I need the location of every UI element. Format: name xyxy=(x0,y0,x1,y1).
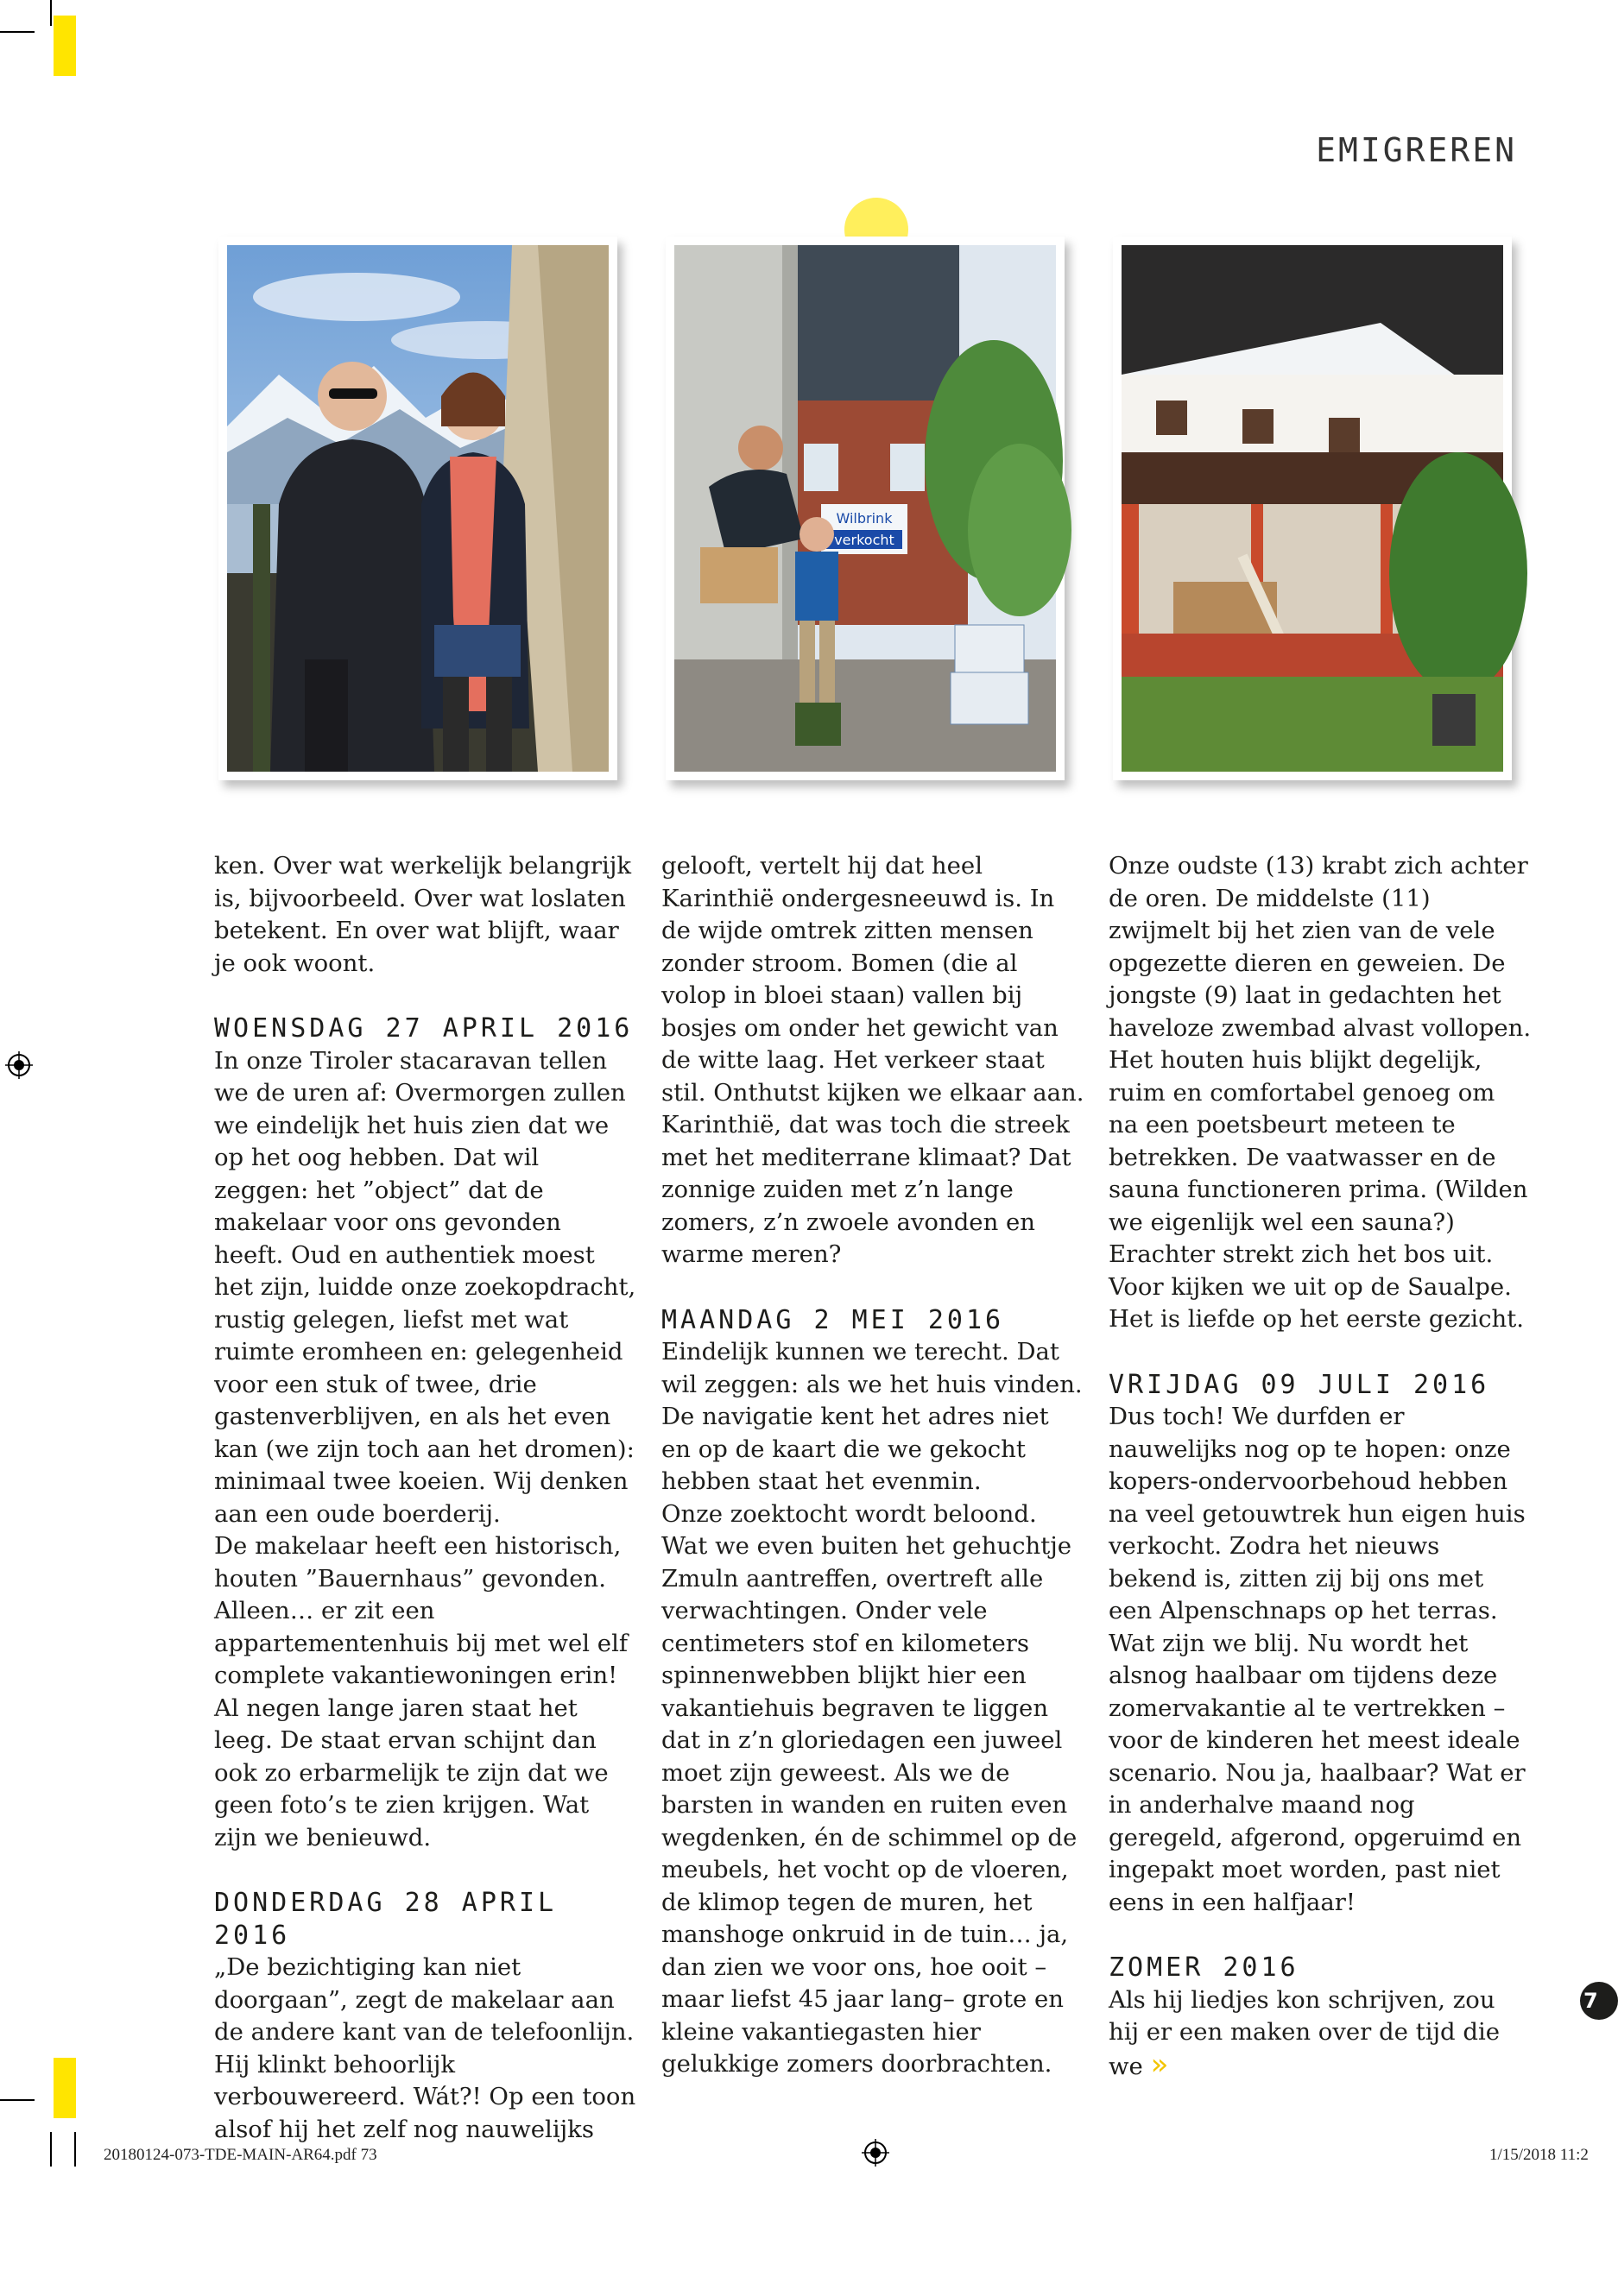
photo-chalet xyxy=(1113,237,1512,780)
date-heading: VRIJDAG 09 JULI 2016 xyxy=(1109,1369,1490,1400)
paragraph: Het houten huis blijkt degelijk, ruim en comfortabel genoeg om na een poetsbeurt meteen te betrekken. De vaatwasser en de sauna functioneren prima. (Wilden we eigenlijk wel een sauna?) Erachter strekt zich het bos uit. Voor kijken we uit op de Saualpe. Het is liefde op het eerste gezicht. xyxy=(1109,1046,1528,1333)
chalet-illustration xyxy=(1122,245,1503,772)
page-number-badge: 7 xyxy=(1580,1982,1618,2020)
registration-bar-bottom xyxy=(54,2058,76,2118)
registration-bar-top xyxy=(54,16,76,76)
crop-mark-tl-v xyxy=(50,0,52,26)
paragraph: Eindelijk kunnen we terecht. Dat wil zeggen: als we het huis vinden. De navigatie kent het adres niet en op de kaart die we gekocht hebben staat het evenmin. xyxy=(661,1338,1083,1495)
continue-chevron-icon: » xyxy=(1150,2047,1164,2082)
text-column-2 xyxy=(661,850,1084,2081)
paragraph-last xyxy=(1109,1984,1532,2084)
paragraph-text: Als hij liedjes kon schrijven, zou hij er een maken over de tijd die we xyxy=(1109,1985,1501,2080)
date-heading: WOENSDAG 27 APRIL 2016 xyxy=(214,1013,634,1044)
registration-mark-left-icon xyxy=(5,1051,33,1079)
paragraph: „De bezichtiging kan niet doorgaan”, zegt de makelaar aan de andere kant van de telefoonlijn. Hij klinkt behoorlijk verbouwereerd. Wát?! Op een toon alsof hij het zelf nog nauwelijks xyxy=(214,1953,636,2143)
sign-text-line1: Wilbrink xyxy=(836,510,893,527)
date-heading: DONDERDAG 28 APRIL 2016 xyxy=(214,1888,558,1951)
section-title: EMIGREREN xyxy=(1316,131,1517,169)
photo-moving xyxy=(666,237,1065,780)
sign-text-line2: verkocht xyxy=(834,532,894,548)
footer-date: 1/15/2018 11:2 xyxy=(1489,2146,1589,2164)
paragraph: Onze zoektocht wordt beloond. Wat we even buiten het gehuchtje Zmuln aantreffen, overtreft alle verwachtingen. Onder vele centimeters stof en kilometers spinnenwebben blijkt hier een vakantiehuis begraven te liggen dat in z’n gloriedagen een juweel moet zijn geweest. Als we de barsten in wanden en ruiten even wegdenken, én de schimmel op de meubels, het vocht op de vloeren, de klimop tegen de muren, het manshoge onkruid in de tuin… ja, dan zien we voor ons, hoe ooit –maar liefst 45 jaar lang– grote en kleine vakantiegasten hier gelukkige zomers doorbrachten. xyxy=(661,1499,1078,2078)
text-column-3 xyxy=(1109,850,1532,2083)
date-heading: MAANDAG 2 MEI 2016 xyxy=(661,1304,1005,1335)
paragraph: Dus toch! We durfden er nauwelijks nog op te hopen: onze kopers-ondervoorbehoud hebben na veel getouwtrek hun eigen huis verkocht. Zodra het nieuws bekend is, zitten zij bij ons met een Alpenschnaps op het terras. Wat zijn we blij. Nu wordt het alsnog haalbaar om tijdens deze zomervakantie al te vertrekken – voor de kinderen het meest ideale scenario. Nou ja, haalbaar? Wat er in anderhalve maand nog geregeld, afgerond, opgeruimd en ingepakt moet worden, past niet eens in een halfjaar! xyxy=(1109,1403,1526,1916)
crop-mark-bl-v2 xyxy=(74,2132,76,2167)
registration-mark-bottom-icon xyxy=(862,2139,889,2167)
couple-illustration xyxy=(227,245,609,772)
crop-mark-tl-h xyxy=(0,31,35,33)
crop-mark-bl-v xyxy=(50,2132,52,2167)
date-heading: ZOMER 2016 xyxy=(1109,1952,1299,1983)
paragraph: gelooft, vertelt hij dat heel Karinthië ondergesneeuwd is. In de wijde omtrek zitten mensen zonder stroom. Bomen (die al volop in bloei staan) vallen bij bosjes om onder het gewicht van de witte laag. Het verkeer staat stil. Onthutst kijken we elkaar aan. Karinthië, dat was toch die streek met het mediterrane klimaat? Dat zonnige zuiden met z’n lange zomers, z’n zwoele avonden en warme meren? xyxy=(661,852,1084,1268)
moving-illustration xyxy=(674,245,1056,772)
paragraph: In onze Tiroler stacaravan tellen we de uren af: Overmorgen zullen we eindelijk het huis zien dat we op het oog hebben. Dat wil zeggen: het ”object” dat de makelaar voor ons gevonden heeft. Oud en authentiek moest het zijn, luidde onze zoekopdracht, rustig gelegen, liefst met wat ruimte eromheen en: gelegenheid voor een stuk of twee, drie gastenverblijven, en als het even kan (we zijn toch aan het dromen): minimaal twee koeien. Wij denken aan een oude boerderij. xyxy=(214,1046,636,1528)
paragraph: ken. Over wat werkelijk belangrijk is, bijvoorbeeld. Over wat loslaten betekent. En over wat blijft, waar je ook woont. xyxy=(214,852,632,977)
paragraph: De makelaar heeft een historisch, houten ”Bauernhaus” gevonden. Alleen… er zit een appartementenhuis bij met wel elf complete vakantiewoningen erin! Al negen lange jaren staat het leeg. De staat ervan schijnt dan ook zo erbarmelijk te zijn dat we geen foto’s te zien krijgen. Wat zijn we benieuwd. xyxy=(214,1532,629,1851)
crop-mark-bl-h xyxy=(0,2099,35,2101)
footer-file-info: 20180124-073-TDE-MAIN-AR64.pdf 73 xyxy=(104,2146,377,2164)
text-column-1 xyxy=(214,850,637,2146)
paragraph: Onze oudste (13) krabt zich achter de oren. De middelste (11) zwijmelt bij het zien van de vele opgezette dieren en geweien. De jongste (9) laat in gedachten het haveloze zwembad alvast vollopen. xyxy=(1109,852,1532,1042)
photo-couple xyxy=(218,237,617,780)
